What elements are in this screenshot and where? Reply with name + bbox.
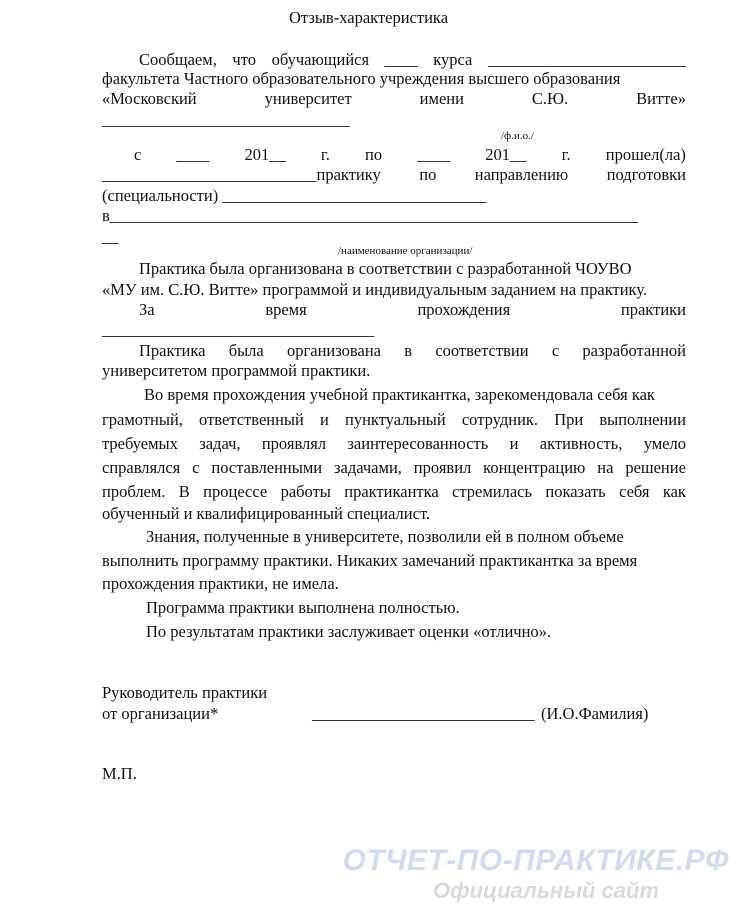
- signature-title-line1: Руководитель практики: [102, 683, 268, 702]
- watermark-official-site: [0, 877, 737, 905]
- p5-l3-w6: умело: [643, 434, 686, 453]
- p4-line1: [139, 341, 686, 361]
- p2-line2: «МУ им. С.Ю. Витте» программой и индивидуальным заданием на практику.: [102, 280, 648, 299]
- p5-line5: [102, 482, 686, 502]
- p1-l6-w1: по: [419, 165, 437, 184]
- p5-l3-w2: проявлял: [261, 434, 327, 453]
- p1-line8: в________________________________________________________________: [102, 206, 638, 225]
- p5-l2-w3: пунктуальный: [344, 410, 446, 429]
- p1-l6-w2: направлению: [474, 165, 569, 184]
- p3-l1-w2: прохождения: [417, 300, 511, 319]
- p1-l5-w1: ____: [176, 145, 210, 164]
- p4-line2: университетом программой практики.: [102, 361, 371, 380]
- p5-l4-w0: справлялся: [102, 458, 181, 477]
- p4-l1-w1: была: [228, 341, 264, 360]
- p5-l4-w3: задачами,: [333, 458, 402, 477]
- p5-l2-w2: и: [320, 410, 329, 429]
- p5-l2-w5: При: [554, 410, 584, 429]
- p1-l6-w3: подготовки: [606, 165, 686, 184]
- p5-l5-w0: проблем.: [102, 482, 166, 501]
- p6-line3: прохождения практики, не имела.: [102, 574, 339, 593]
- p1-l5-w6: 201__: [485, 145, 527, 164]
- org-note: /наименование организации/: [338, 245, 473, 257]
- p6-line1: Знания, полученные в университете, позволили ей в полном объеме: [146, 527, 624, 546]
- p5-l3-w0: требуемых: [102, 434, 178, 453]
- p5-l3-w5: активность,: [539, 434, 623, 453]
- p1-l5-w8: прошел(ла): [605, 145, 686, 164]
- p7-line: Программа практики выполнена полностью.: [146, 598, 460, 617]
- p4-l1-w4: соответствии: [435, 341, 529, 360]
- signature-title-line2: от организации*: [102, 704, 219, 723]
- signature-blank: ___________________________: [312, 704, 535, 723]
- p5-line3: [102, 434, 686, 454]
- p5-l5-w8: как: [662, 482, 686, 501]
- p5-l4-w5: концентрацию: [483, 458, 586, 477]
- p1-line6: [102, 165, 686, 185]
- p1-l3-w1: университет: [264, 89, 352, 108]
- p1-line1: [139, 50, 686, 70]
- p8-line: По результатам практики заслуживает оценки «отлично».: [146, 622, 552, 641]
- p5-l5-w3: работы: [280, 482, 331, 501]
- stamp-mark: М.П.: [102, 764, 137, 783]
- document-title: Отзыв-характеристика: [289, 8, 449, 27]
- watermark-sub-text: Официальный сайт: [432, 878, 659, 903]
- p1-l5-w5: ____: [417, 145, 451, 164]
- watermark-main-text: ОТЧЕТ-ПО-ПРАКТИКЕ.РФ: [342, 844, 729, 877]
- p1-l5-w3: г.: [320, 145, 330, 164]
- p5-l2-w6: выполнении: [599, 410, 686, 429]
- p4-l1-w2: организована: [287, 341, 381, 360]
- p4-l1-w0: Практика: [139, 341, 206, 360]
- p5-l4-w4: проявил: [413, 458, 472, 477]
- p1-l5-w4: по: [365, 145, 383, 164]
- p5-l4-w7: решение: [625, 458, 686, 477]
- p5-line2: [102, 410, 686, 430]
- p5-l4-w2: поставленными: [211, 458, 323, 477]
- p5-l3-w3: заинтересованность: [347, 434, 489, 453]
- p3-l1-w0: За: [139, 300, 155, 319]
- signature-name: (И.О.Фамилия): [541, 704, 649, 723]
- p5-l5-w2: процессе: [203, 482, 268, 501]
- p2-line1: Практика была организована в соответствии с разработанной ЧОУВО: [139, 259, 632, 278]
- p3-l1-w3: практики: [620, 300, 686, 319]
- p5-l2-w0: грамотный,: [102, 410, 183, 429]
- p1-line3: [102, 89, 686, 109]
- p4-l1-w6: разработанной: [582, 341, 686, 360]
- p5-l4-w6: на: [597, 458, 614, 477]
- p1-l3-w0: «Московский: [102, 89, 197, 108]
- p5-l5-w7: себя: [619, 482, 650, 501]
- p5-l2-w4: сотрудник.: [461, 410, 539, 429]
- p5-l5-w4: практикантка: [344, 482, 439, 501]
- p5-line1: Во время прохождения учебной практикантка, зарекомендовала себя как: [144, 385, 655, 404]
- p5-l2-w1: ответственный: [199, 410, 304, 429]
- p1-l3-w3: С.Ю.: [531, 89, 569, 108]
- p1-l3-w2: имени: [419, 89, 464, 108]
- p1-line4: ______________________________: [102, 110, 350, 129]
- p1-l5-w2: 201__: [244, 145, 286, 164]
- p1-l5-w7: г.: [561, 145, 571, 164]
- p1-l6-w0: __________________________практику: [102, 165, 381, 184]
- p3-line2: _________________________________: [102, 320, 375, 339]
- p4-l1-w5: с: [551, 341, 560, 360]
- p1-line9: __: [102, 227, 119, 246]
- p1-line5: [134, 145, 686, 165]
- p1-l1-w3: ____: [384, 50, 418, 69]
- p5-l3-w4: и: [509, 434, 519, 453]
- p5-line6: обученный и квалифицированный специалист.: [102, 504, 431, 523]
- p1-line2: факультета Частного образовательного учреждения высшего образования: [102, 69, 621, 88]
- p1-line7: (специальности) ________________________________: [102, 186, 487, 205]
- p1-l1-w0: Сообщаем,: [139, 50, 217, 69]
- p4-l1-w3: в: [404, 341, 413, 360]
- watermark-site-name: [0, 844, 737, 878]
- p3-line1: [139, 300, 686, 320]
- p1-l1-w2: обучающийся: [271, 50, 370, 69]
- p6-line2: выполнить программу практики. Никаких замечаний практикантка за время: [102, 551, 638, 570]
- p1-l1-w4: курса: [433, 50, 473, 69]
- p3-l1-w1: время: [265, 300, 307, 319]
- p5-l5-w5: стремилась: [452, 482, 533, 501]
- fio-note: /ф.и.о./: [501, 130, 534, 142]
- p1-l1-w1: что: [232, 50, 256, 69]
- p5-l5-w6: показать: [545, 482, 606, 501]
- p1-l3-w4: Витте»: [636, 89, 686, 108]
- p5-l5-w1: В: [178, 482, 190, 501]
- p5-line4: [102, 458, 686, 478]
- p1-l1-w5: ________________________: [487, 50, 686, 69]
- p5-l4-w1: с: [192, 458, 200, 477]
- p1-l5-w0: с: [134, 145, 142, 164]
- p5-l3-w1: задач,: [199, 434, 241, 453]
